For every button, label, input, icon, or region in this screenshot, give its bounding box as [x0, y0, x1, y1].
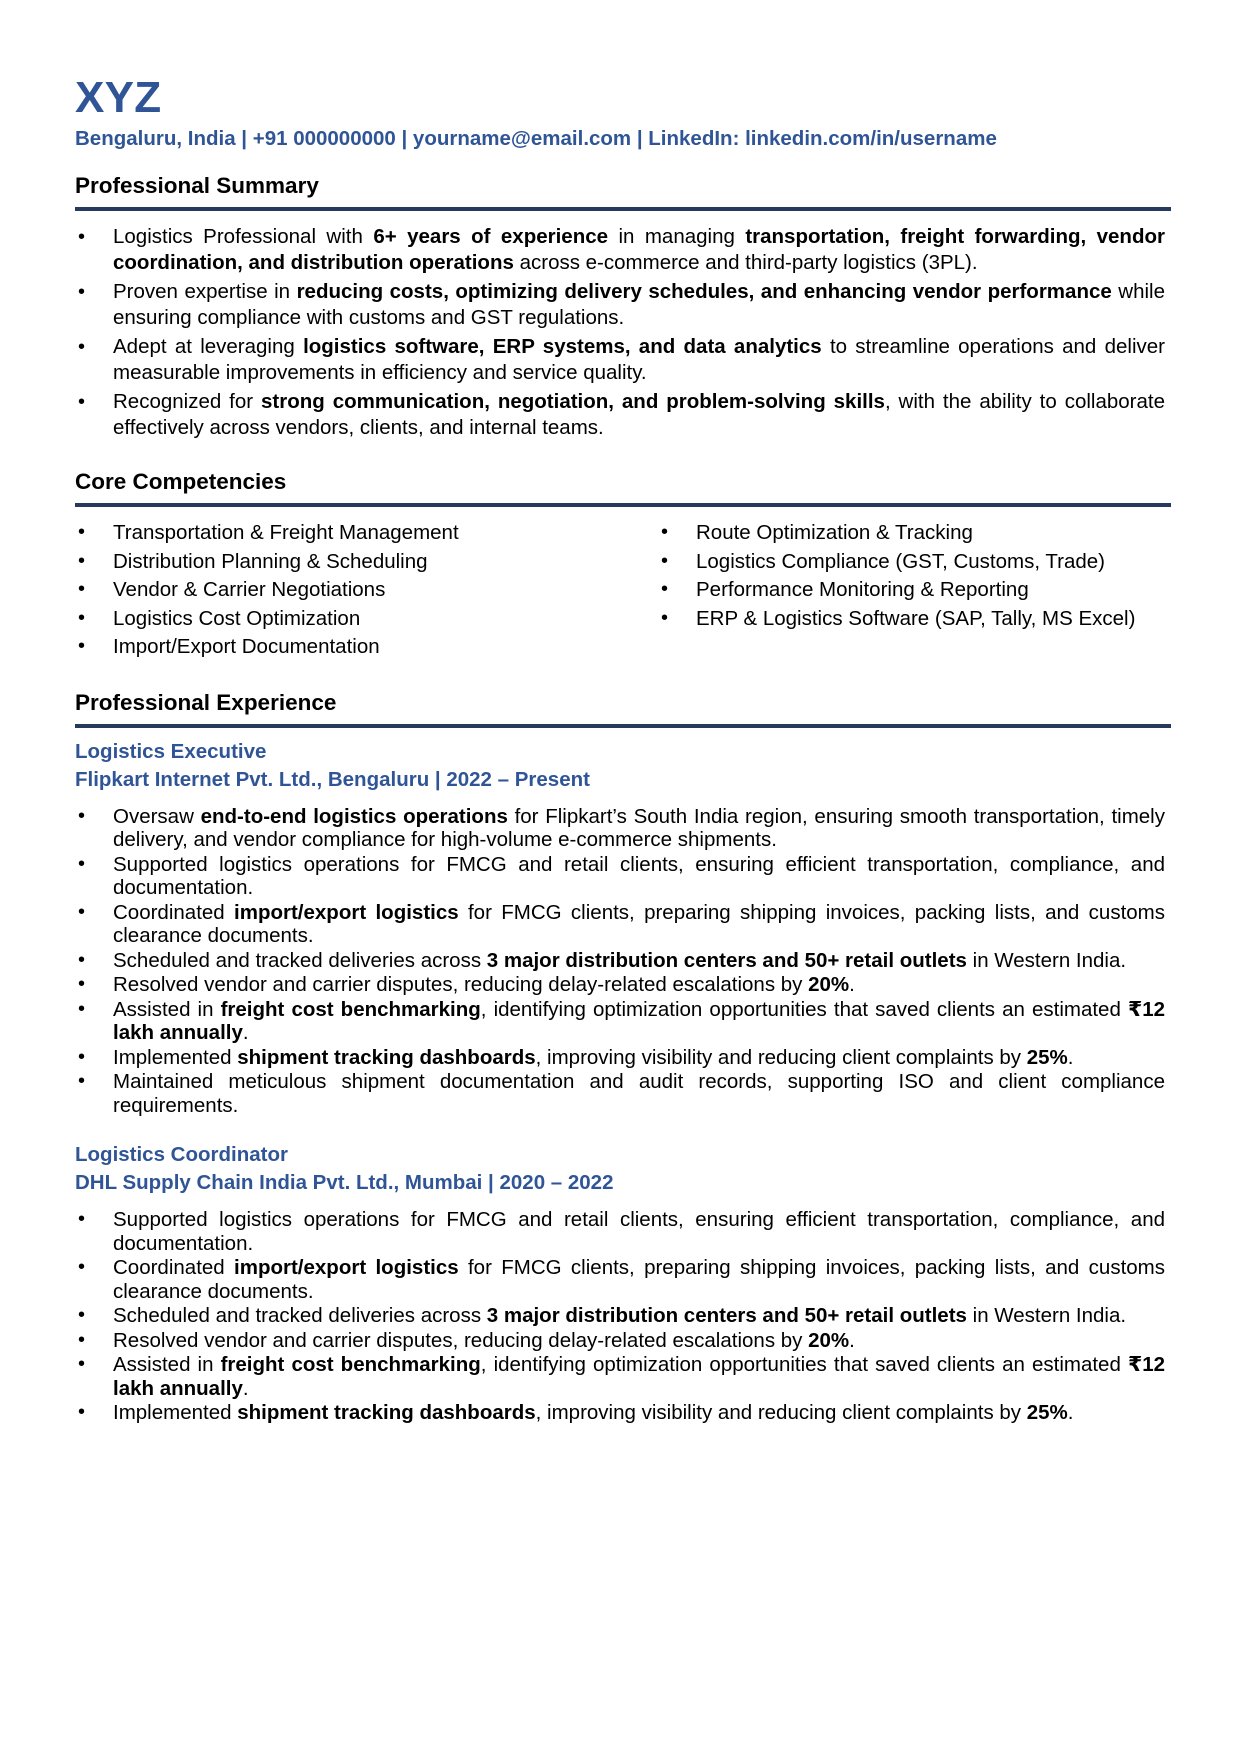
bold-text: transportation, freight forwarding, vendor coordination, and distribution operations — [113, 225, 1165, 274]
text: Coordinated — [113, 1256, 235, 1279]
competencies-column-left — [75, 519, 658, 662]
bullet-item — [75, 998, 1171, 1045]
competency-item: • Transportation & Freight Management — [75, 519, 658, 547]
job-title: Logistics Coordinator — [75, 1143, 288, 1166]
bold-text: ₹12 lakh annually — [113, 1353, 1166, 1400]
bold-text: freight cost benchmarking — [220, 997, 481, 1021]
contact-line: Bengaluru, India | +91 000000000 | yourname@email.com | LinkedIn: linkedin.com/in/username — [75, 127, 997, 150]
bullet-item — [75, 279, 1171, 331]
bullet-item — [75, 973, 1171, 997]
bullet-item — [75, 1353, 1171, 1400]
candidate-name: XYZ — [75, 73, 162, 122]
bullet-item — [75, 1070, 1171, 1117]
bullet-item — [75, 1046, 1171, 1070]
competency-item: • Distribution Planning & Scheduling — [75, 548, 658, 576]
text: Oversaw — [113, 804, 201, 828]
competencies-grid — [75, 519, 1171, 662]
text: . — [242, 1021, 249, 1044]
job-bullet-list — [75, 805, 1171, 1118]
bullet-item — [75, 1304, 1171, 1328]
bold-text: 25% — [1026, 1401, 1068, 1424]
competency-list — [75, 519, 658, 661]
bullet-item — [75, 1256, 1171, 1303]
bullet-item — [75, 1329, 1171, 1353]
resume-header — [75, 72, 1171, 152]
text: , with the ability to collaborate effectively across vendors, clients, and internal teams. — [113, 390, 1165, 439]
bold-text: reducing costs, optimizing delivery schedules, and enhancing vendor performance — [296, 280, 1112, 303]
competency-item: • Performance Monitoring & Reporting — [658, 576, 1171, 604]
text: Supported logistics operations for FMCG and retail clients, ensuring efficient transportation, compliance, and documentation. — [113, 1208, 1165, 1255]
text: . — [1067, 1045, 1074, 1069]
section-divider — [75, 503, 1171, 507]
text: Logistics Professional with — [113, 225, 374, 248]
bold-text: 6+ years of experience — [373, 225, 609, 248]
job-entry — [75, 738, 1171, 1118]
bullet-item — [75, 334, 1171, 386]
section-professional-experience — [75, 689, 1171, 1425]
bold-text: 3 major distribution centers and 50+ retail outlets — [486, 1304, 967, 1327]
competency-item: • Import/Export Documentation — [75, 633, 658, 661]
bullet-item — [75, 805, 1171, 852]
text: Scheduled and tracked deliveries across — [113, 1304, 487, 1327]
text: for FMCG clients, preparing shipping invoices, packing lists, and customs clearance documents. — [113, 1256, 1165, 1303]
section-title: Professional Summary — [75, 173, 319, 198]
bullet-item — [75, 1401, 1171, 1425]
text: Adept at leveraging — [113, 335, 304, 358]
bold-text: logistics software, ERP systems, and data analytics — [303, 335, 822, 358]
text: Assisted in — [113, 997, 221, 1021]
text: Coordinated — [113, 900, 235, 924]
text: , improving visibility and reducing client complaints by — [535, 1401, 1027, 1424]
text: to streamline operations and deliver measurable improvements in efficiency and service quality. — [113, 335, 1165, 384]
text: in Western India. — [966, 948, 1127, 972]
section-professional-summary — [75, 172, 1171, 441]
text: Implemented — [113, 1045, 238, 1069]
bold-text: 3 major distribution centers and 50+ retail outlets — [486, 948, 967, 972]
competency-item: • Logistics Compliance (GST, Customs, Trade) — [658, 548, 1171, 576]
bold-text: import/export logistics — [234, 1256, 459, 1279]
bold-text: freight cost benchmarking — [220, 1353, 481, 1376]
bold-text: end-to-end logistics operations — [200, 804, 508, 828]
section-title: Core Competencies — [75, 469, 287, 494]
competencies-column-right — [658, 519, 1171, 662]
bold-text: shipment tracking dashboards — [237, 1401, 536, 1424]
bold-text: strong communication, negotiation, and problem-solving skills — [261, 390, 885, 413]
bold-text: import/export logistics — [234, 900, 459, 924]
bold-text: shipment tracking dashboards — [237, 1045, 536, 1069]
text: Implemented — [113, 1401, 238, 1424]
text: in managing — [608, 225, 746, 248]
text: in Western India. — [966, 1304, 1127, 1327]
bold-text: ₹12 lakh annually — [113, 997, 1166, 1044]
bold-text: 25% — [1026, 1045, 1068, 1069]
text: . — [849, 973, 855, 996]
text: Assisted in — [113, 1353, 221, 1376]
text: , identifying optimization opportunities that saved clients an estimated — [480, 1353, 1128, 1376]
text: . — [849, 1328, 855, 1352]
text: across e-commerce and third-party logistics (3PL). — [513, 251, 978, 274]
text: for Flipkart’s South India region, ensuring smooth transportation, timely delivery, and vendor compliance for high-volume e-commerce shipments. — [113, 804, 1165, 851]
competency-list — [658, 519, 1171, 632]
text: Resolved vendor and carrier disputes, reducing delay-related escalations by — [113, 973, 809, 996]
competency-item: • Route Optimization & Tracking — [658, 519, 1171, 547]
text: . — [242, 1376, 249, 1400]
text: Maintained meticulous shipment documentation and audit records, supporting ISO and client compliance requirements. — [113, 1070, 1165, 1117]
competency-item: • ERP & Logistics Software (SAP, Tally, MS Excel) — [658, 605, 1171, 633]
summary-bullet-list — [75, 224, 1171, 441]
text: Recognized for — [113, 390, 262, 413]
text: Resolved vendor and carrier disputes, reducing delay-related escalations by — [113, 1328, 809, 1352]
job-bullet-list — [75, 1208, 1171, 1425]
bullet-item — [75, 853, 1171, 900]
job-title: Logistics Executive — [75, 739, 267, 763]
text: , identifying optimization opportunities that saved clients an estimated — [480, 997, 1128, 1021]
bold-text: 20% — [808, 973, 850, 996]
bold-text: 20% — [808, 1328, 850, 1352]
competency-item: • Vendor & Carrier Negotiations — [75, 576, 658, 604]
bullet-item — [75, 389, 1171, 441]
bullet-item — [75, 901, 1171, 948]
text: , improving visibility and reducing client complaints by — [535, 1045, 1027, 1069]
bullet-item — [75, 1208, 1171, 1255]
text: . — [1067, 1401, 1074, 1424]
text: Proven expertise in — [113, 280, 297, 303]
text: Scheduled and tracked deliveries across — [113, 948, 487, 972]
text: Supported logistics operations for FMCG and retail clients, ensuring efficient transportation, compliance, and documentation. — [113, 852, 1165, 899]
text: for FMCG clients, preparing shipping invoices, packing lists, and customs clearance documents. — [113, 900, 1165, 947]
section-divider — [75, 724, 1171, 728]
resume-page — [75, 72, 1171, 1426]
job-entry — [75, 1141, 1171, 1425]
bullet-item — [75, 949, 1171, 973]
competency-item: • Logistics Cost Optimization — [75, 605, 658, 633]
section-title: Professional Experience — [75, 689, 337, 715]
job-company-dates: DHL Supply Chain India Pvt. Ltd., Mumbai | 2020 – 2022 — [75, 1171, 614, 1194]
job-company-dates: Flipkart Internet Pvt. Ltd., Bengaluru | 2022 – Present — [75, 767, 590, 791]
section-divider — [75, 207, 1171, 211]
section-core-competencies — [75, 468, 1171, 662]
text: while ensuring compliance with customs and GST regulations. — [113, 280, 1165, 329]
bullet-item — [75, 224, 1171, 276]
